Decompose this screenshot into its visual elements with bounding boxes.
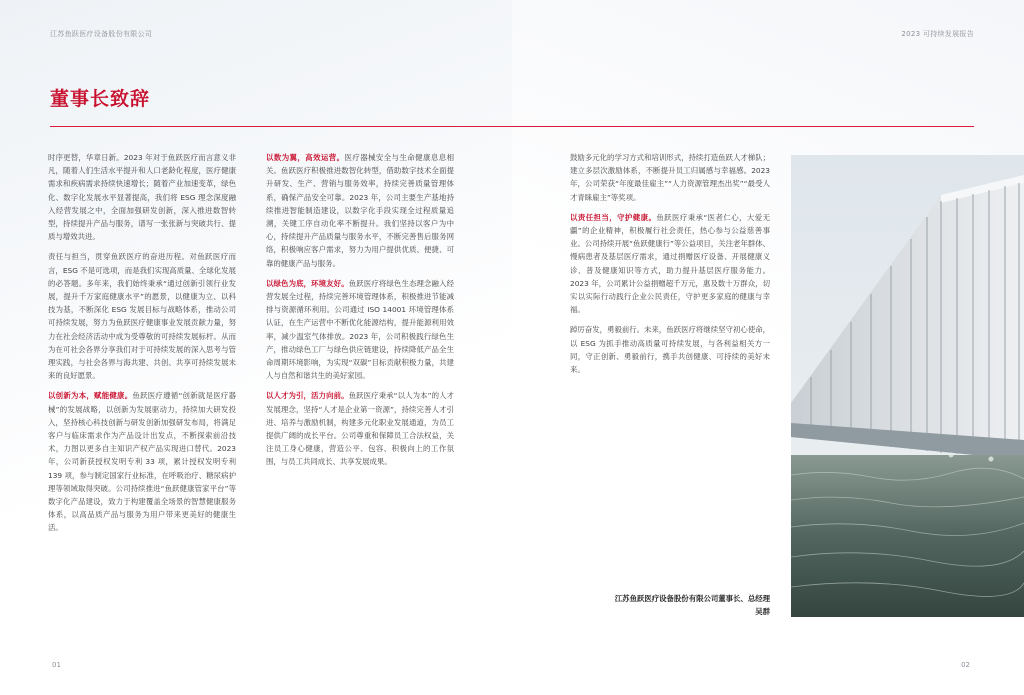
paragraph: 以责任担当，守护健康。鱼跃医疗秉承“医者仁心，大爱无疆”的企业精神，积极履行社会责任，热心参与公益慈善事业。公司持续开展“鱼跃健康行”等公益项目，关注老年群体、慢病患者及基层医疗需求，通过捐赠医疗设备、开展健康义诊、普及健康知识等方式，助力提升基层医疗服务能力。2023 年，公司累计公益捐赠超千万元，惠及数十万群众，切实以实际行动践行企业公民责任，守护更多家庭的健康与幸福。 bbox=[570, 212, 770, 315]
company-header: 江苏鱼跃医疗设备股份有限公司 bbox=[50, 30, 153, 38]
paragraph: 时序更替，华章日新。2023 年对于鱼跃医疗而言意义非凡，随着人们生活水平提升和人口老龄化程度，医疗健康需求和疾病需求持续快速增长；随着产业加速变革，绿色化、数字化发展水平显著提高，我们将 ESG 理念深度融入经营发展之中，全面加强研发创新，深入推进数智转型，持续提升产品与服务，谱写一张张新与突破共行、提质与增效共进。 bbox=[48, 153, 236, 242]
page-number-right: 02 bbox=[961, 661, 970, 669]
paragraph: 以数为翼，高效运营。医疗器械安全与生命健康息息相关。鱼跃医疗积极推进数智化转型，借助数字技术全面提升研发、生产、营销与服务效率，持续完善质量管理体系，确保产品安全可靠。2023 年，公司主要生产基地持续推进智能制造建设，以数字化手段实现全过程质量追溯，关键工序自动化率不断提升。我们坚持以客户为中心，持续提升产品质量与服务水平，不断完善售后服务网络，积极响应客户需求，努力为用户提供优质、便捷、可靠的健康产品与服务。 bbox=[266, 153, 454, 268]
paragraph-lead: 以绿色为底，环境友好。 bbox=[266, 278, 349, 288]
signature-name: 吴群 bbox=[755, 607, 770, 616]
paragraph-lead: 以数为翼，高效运营。 bbox=[266, 153, 345, 162]
building-photo bbox=[791, 155, 1024, 617]
text-column-3 bbox=[570, 151, 770, 383]
page-number-left: 01 bbox=[52, 661, 61, 669]
signature-block bbox=[570, 592, 770, 618]
title-divider bbox=[50, 126, 974, 127]
paragraph: 责任与担当，贯穿鱼跃医疗的奋进历程。对鱼跃医疗而言，ESG 不是可选项，而是我们实现高质量、全球化发展的必答题。多年来，我们始终秉承“通过创新引领行业发展，提升千万家庭健康水平”的愿景，以健康为立、以科技为基，不断深化 ESG 发展目标与战略体系，推动公司可持续发展，努力为鱼跃医疗健康事业发展贡献力量，努力在社会经济活动中成为受尊敬的可持续发展标杆。从而为在可社会各界分享我们对于可持续发展的深入思考与管理实践，与社会各界与海共建、共创、共享可持续发展未来的良好愿景。 bbox=[48, 252, 236, 381]
text-column-1 bbox=[48, 151, 236, 542]
paragraph-lead: 以创新为本，赋能健康。 bbox=[48, 391, 133, 401]
paragraph-lead: 以责任担当，守护健康。 bbox=[570, 212, 657, 222]
paragraph-lead: 以人才为引，活力向前。 bbox=[266, 391, 349, 401]
paragraph: 以绿色为底，环境友好。鱼跃医疗将绿色生态理念融入经营发展全过程，持续完善环境管理体系，积极推进节能减排与资源循环利用。公司通过 ISO 14001 环境管理体系认证，在生产运营中不断优化能源结构，提升能源利用效率，减少温室气体排放。2023 年，公司积极践行绿色生产，推动绿色工厂与绿色供应链建设，持续降低产品全生命周期环境影响，为实现“双碳”目标贡献积极力量，共建人与自然和谐共生的美好家园。 bbox=[266, 278, 454, 381]
building-photo-illustration bbox=[791, 155, 1024, 617]
paragraph: 鼓励多元化的学习方式和培训形式，持续打造鱼跃人才梯队；建立多层次激励体系，不断提升员工归属感与幸福感。2023 年，公司荣获“年度最佳雇主”“人力资源管理杰出奖”“最受人才青睐雇主”等奖项。 bbox=[570, 153, 770, 202]
signature-title: 江苏鱼跃医疗设备股份有限公司董事长、总经理 bbox=[614, 594, 770, 603]
page-title: 董事长致辞 bbox=[50, 88, 151, 110]
paragraph: 踔厉奋发，勇毅前行。未来，鱼跃医疗将继续坚守初心使命，以 ESG 为抓手推动高质量可持续发展，与各利益相关方一同，守正创新、勇毅前行，携手共创健康、可持续的美好未来。 bbox=[570, 325, 770, 375]
report-header: 2023 可持续发展报告 bbox=[901, 30, 974, 38]
text-column-2 bbox=[266, 151, 454, 476]
paragraph: 以人才为引，活力向前。鱼跃医疗秉承“以人为本”的人才发展理念，坚持“人才是企业第一资源”，持续完善人才引进、培养与激励机制，构建多元化职业发展通道，为员工提供广阔的成长平台。公司尊重和保障员工合法权益，关注员工身心健康，营造公平、包容、积极向上的工作氛围，与员工共同成长、共享发展成果。 bbox=[266, 391, 454, 467]
paragraph: 以创新为本，赋能健康。鱼跃医疗遵循“创新就是医疗器械”的发展战略，以创新为发展驱动力，持续加大研发投入，坚持核心科技创新与研发创新加强研发布局，将满足客户与临床需求作为产品设计出发点，不断探索前沿技术，力图以更多自主知识产权产品实现进口替代。2023 年，公司新获授权发明专利 33 项，累计授权发明专利 139 项，参与制定国家行业标准，在呼吸治疗、糖尿病护理等领域取得突破。公司持续推进“鱼跃健康管家平台”等数字化产品建设，致力于构建覆盖全场景的智慧健康服务体系，以高品质产品与服务为用户带来更美好的健康生活。 bbox=[48, 391, 236, 533]
